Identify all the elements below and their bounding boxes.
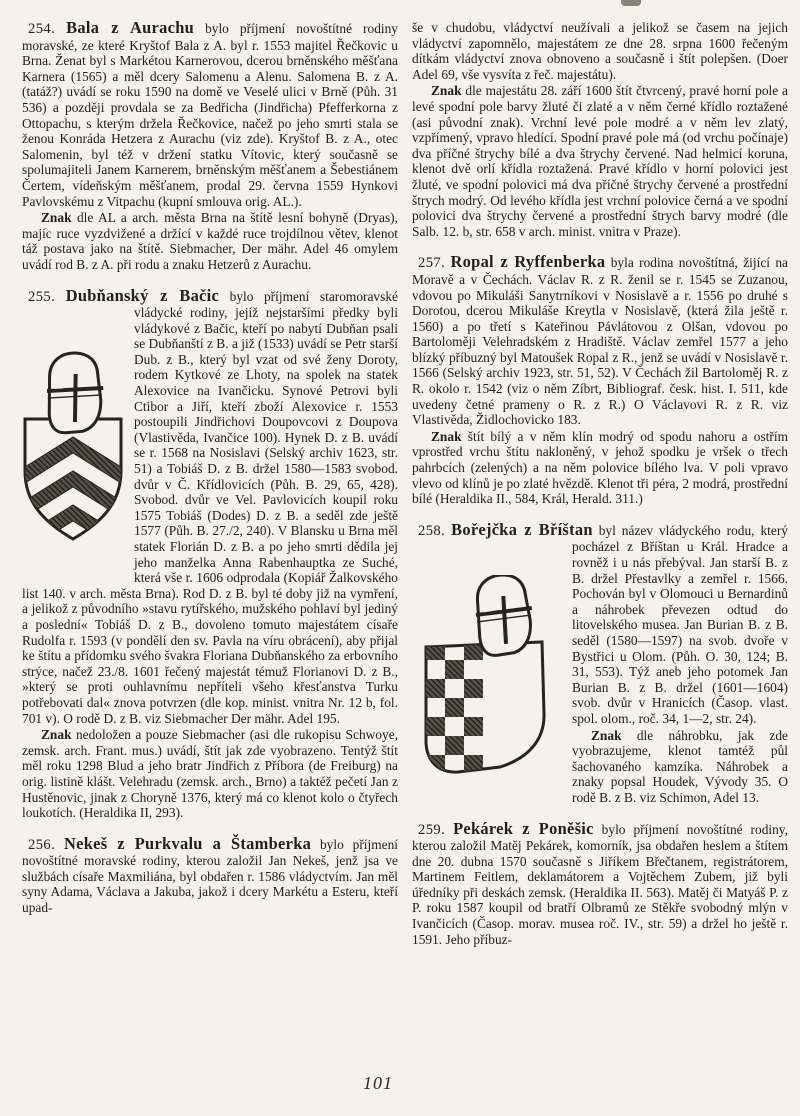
znak-label: Znak — [591, 727, 622, 743]
entry-259-number: 259. — [418, 821, 446, 838]
znak-label: Znak — [431, 428, 462, 444]
znak-text: dle majestátu 28. září 1600 štít čtvrcený, pravé horní pole a levé spodní pole barvy žluté či zlaté a v něm černé křídlo roztažené (asi původní znak). Vrchní levé pole modré a v něm lev zlatý, vzpřímený, vpravo hledící. Spodní pravé pole má (od vrchu počínaje) dva příčné štrychy bílé a dva štrychy červené. Nad helmicí koruna, klenot dvě orlí křídla roztažená. Pravé křídlo v horní polovici jest žluté, ve spodní polovici má dva příčné štrychy červené a prostřední štrych modrý. Od levého křídla jest vrchní polovice černá a ve spodní polovici dva štrychy červené a prostřední štrych barvy modré (dle Salb. 12. b, str. 658 v arch. minist. vnitra v Praze). — [412, 83, 788, 239]
entry-256-continuation — [412, 20, 788, 82]
entry-255-number: 255. — [28, 288, 56, 305]
entry-257-body: byla rodina novoštítná, žijící na Moravě a v Čechách. Václav R. z R. ženil se r. 1545 se Zuzanou, vdovou po Mikuláši Sanytrníkovi v Nosislavě a r. 1556 po druhé s Dorotou, dcerou Mikuláše Kreytla v Nosislavě, (která žila ještě r. 1560) a po třetí s Kateřinou Pávlátovou z Olšan, vdovou po Bartoloměji Velehradském z Hradiště. Václav zemřel 1577 a jeho blízký příbuzný byl Matoušek Ropal z R., jenž se uvádí v Nosislavě r. 1566 (Selský archiv 1923, str. 51, 52). V Čechách žil Bartoloměj R. z R. okolo r. 1542 (viz o něm Zíbrt, Bibliograf. česk. hist. I. 511, kde uvedeny četné prameny o R. z R.) O Václavovi R. z R. viz Vlastivěda, Židlochovicko 183. — [412, 255, 788, 428]
entry-258-title: Bořejčka z Bříštan — [451, 519, 593, 539]
znak-text: štít bílý a v něm klín modrý od spodu nahoru a ostřím vprostřed vrchu štítu nakloněný, v jehož spodku je vršek o třech pahrbcích (zelených) a na něm polovice bílého lva. V poli vpravo vlevo od klínů je po zlaté hvězdě. Klenot tři péra, 2 modrá, prostřední bílé (Heraldika II., 584, Král, Herald. 311.) — [412, 428, 788, 507]
znak-label: Znak — [41, 727, 72, 743]
entry-256-znak — [412, 83, 788, 239]
page-number: 101 — [363, 1073, 393, 1093]
entry-255 — [22, 285, 398, 727]
entry-257-znak — [412, 429, 788, 507]
entry-258-lead: byl název vládyckého — [598, 522, 721, 538]
entry-258-body: rodu, který pocházel z Bříštan u Král. Hradce a rovněž i u nás přebýval. Jan starší B. z B. držel Přestavlky a zemřel r. 1566. Pochován byl v Olomouci u Bernardinů a náhrobek převezen odtud do litovelského musea. Jan Burian B. z B. seděl (1580—1597) na svob. dvoře v Bystřici u Olom. (Půh. O. 30, 124; B. 31, 553). Týž aneb jeho potomek Jan Burian B. z B. držel (1601—1604) svob. dvůr v Hranicích (Časop. vlast. spol. olom., roč. 34, 1—2, str. 24). — [572, 522, 788, 726]
entry-256-body: bylo příjmení novoštítné moravské rodiny, kterou založil Jan Nekeš, jenž jsa ve službách císaře Maxmiliána, byl obdařen r. 1586 vládyctvím. Jan měl syny Adama, Václava a Jakuba, jakož i dcery Markétu a Esteru, kteří upad- — [22, 836, 399, 916]
borejcka-coat-of-arms-image — [412, 541, 562, 819]
entry-257-number: 257. — [418, 255, 446, 272]
entry-255-znak — [22, 727, 398, 821]
entry-256 — [22, 833, 399, 916]
entry-256-continuation-text: še v chudobu, vládyctví neužívali a jelikož se časem na jejich vládyctví zapomnělo, majestátem ze dne 28. srpna 1600 řečeným dítkám vládyctví znova obnoveno a současně i štít polepšen. (Doer Adel 69, vše vysvíta z řeč. majestátu). — [412, 20, 788, 82]
entry-254-znak — [22, 210, 398, 272]
znak-text: dle AL a arch. města Brna na štítě lesní bohyně (Dryas), majíc ruce vyzdvižené a držící v každé ruce trojdílnou větev, klenot táž postava jako na štítě. Siebmacher, Der mähr. Adel 46 omylem uvádí rod B. z A. při rodu a znaku Hetzerů z Aurachu. — [22, 210, 398, 272]
right-column — [412, 20, 788, 947]
scan-artifact — [621, 0, 641, 6]
entry-259 — [412, 818, 788, 948]
dubnansky-coat-of-arms-image — [22, 307, 124, 575]
entry-256-title: Nekeš z Purkvalu a Štamberka — [64, 833, 312, 853]
left-column — [22, 20, 398, 947]
entry-254-number: 254. — [28, 21, 56, 37]
entry-257-title: Ropal z Ryffenberka — [450, 252, 606, 272]
two-column-text — [22, 20, 788, 947]
entry-254 — [22, 20, 398, 209]
entry-259-body: bylo příjmení novoštítné rodiny, kterou založil Matěj Pekárek, komorník, jsa obdařen heslem a štítem dne 20. dubna 1570 současně s Jiříkem Břečtanem, registrátorem, Martinem Feitlem, deklamátorem a Vojtěchem Zubem, již byli úředníky při deskách zemsk. (Heraldika II. 563). Matěj či Matyáš P. z P. roku 1587 koupil od bratří Olbramů ze Stěkře svobodný mlýn v Ivančicích (Časop. morav. musea roč. IV., str. 59) a držel ho ještě r. 1591. Jeho příbuz- — [412, 821, 788, 947]
entry-254-title: Bala z Aurachu — [66, 18, 195, 37]
znak-text: dle náhrobku, jak zde vyobrazujeme, klenot tamtéž půl šachovaného kamzíka. Náhrobek a znaky popsal Houdek, Vývody 35. O rodě B. z B. viz Schimon, Adel 13. — [572, 727, 788, 805]
entry-257 — [412, 254, 788, 428]
entry-255-lead: bylo příjmení staromoravské — [229, 288, 398, 304]
znak-text: nedoložen a pouze Siebmacher (asi dle rukopisu Schwoye, zemsk. arch. Frant. mus.) uvádí, štít jak zde vyobrazeno. Tentýž štít měl roku 1298 Blud a jeho bratr Jindřich z Příbora (de Freiburg) na orig. listině klášt. Velehradu (zemsk. arch., Brno) a taktéž pečetí Jan z Hustěnovic, jinak z Choryně 1376, který má co klenot kolo o čtyřech loukotích. (Heraldika II, 293). — [22, 727, 398, 821]
entry-256-number: 256. — [28, 836, 56, 853]
entry-259-title: Pekárek z Poněšic — [453, 818, 594, 838]
entry-258-number: 258. — [418, 522, 446, 539]
entry-254-body: bylo příjmení novoštítné rodiny moravské, ze které Kryštof Bala z A. byl r. 1553 majitel Řečkovic u Brna. Ženat byl s Markétou Karnerovou, dcerou brněnského měšťana Karnera (1565) a měl dcery Salomenu a Alenu. Salomena B. z A. (tatáž?) uvádí se roku 1590 na domě ve Veselé ulici v Brně (Půh. 31 536) a později provdala se za Bedřicha (Jindřicha) Pfefferkorna z Ottopachu, s kterým držela Řečkovice, načež po jeho smrti stala se ženou Konráda Hetzera z Aurachu (viz zde). Kryštof B. z A., otec Salomenin, byl též v držení statku Vítovic, který současně se spolumajiteli Janem Karnerem, brněnským měšťanem a Šebestiánem Čertem, vídeňským měšťanem, prodal 29. června 1559 Hynkovi Pavlovskému z Vitpachu (kupní smlouva orig. AL.). — [22, 21, 398, 209]
znak-label: Znak — [431, 83, 462, 99]
entry-255-title: Dubňanský z Bačic — [65, 285, 220, 305]
chevron-shield-icon — [22, 351, 124, 541]
checky-shield-icon — [412, 575, 562, 775]
znak-label: Znak — [41, 210, 72, 226]
entry-255-body: vládycké rodiny, jejíž nejstaršími předky byli vládykové z Bačic, kteří po nabytí Dubňan psali se Dubňanští z B. a již (1533) uvádí se Petr starší Dub. z B., který byl vzat od své ženy Doroty, rodem Kytkové ze Lhoty, na spolek na statek Alexovice na Ivančicku. Synové Petrovi byli Ctibor a Jiří, kteří zboží Alexovice r. 1553 postoupili Jindřichovi Doupovcovi z Doupova (Vlastivěda, Ivančice 100). Hynek D. z B. uvádí se r. 1568 na Nosislavi (Selský archiv 1623, str. 51) a Tobiáš D. z B. držel 1580—1583 svobod. dvůr v Č. Křídlovicích (Půh. B. 29, 65, 428). Svobod. dvůr ve Vel. Pavlovicích koupil roku 1575 Tobiáš (Dodes) D. z B. a seděl zde ještě 1577 (Půh. B. 27./2, 240). V Blansku u Brna měl statek Florián D. z B. a po jeho smrti dědila jej jeho manželka Anna Rabenhauptka ze Suché, která vše r. 1606 odprodala (Kopiář Žalkovského list 140. v arch. města Brna). Rod D. z B. byl té doby již na vymření, a jelikož z původního »stavu rytířského, mužského pohlaví byl jediný a poslední« Tobiáš D. z B., dovoleno tomuto majestátem císaře Rudolfa r. 1593 (v pondělí den sv. Pavla na víru obrácení), aby přijal ke štítu a přídomku svého švakra Floriana Dubňanského za erbovního strýce, načež 23./8. 1601 řečený majestát témuž Florianovi D. z B., »který se proti ouhlavnímu nepříteli všeho křesťanstva Turku potřebovati dal« znova potvrzen (dle kop. minist. vnitra Nr. 12 b, fol. 701 v). O rodě D. z B. viz Siebmacher Der mähr. Adel 195. — [22, 305, 398, 726]
entry-258 — [412, 519, 788, 727]
